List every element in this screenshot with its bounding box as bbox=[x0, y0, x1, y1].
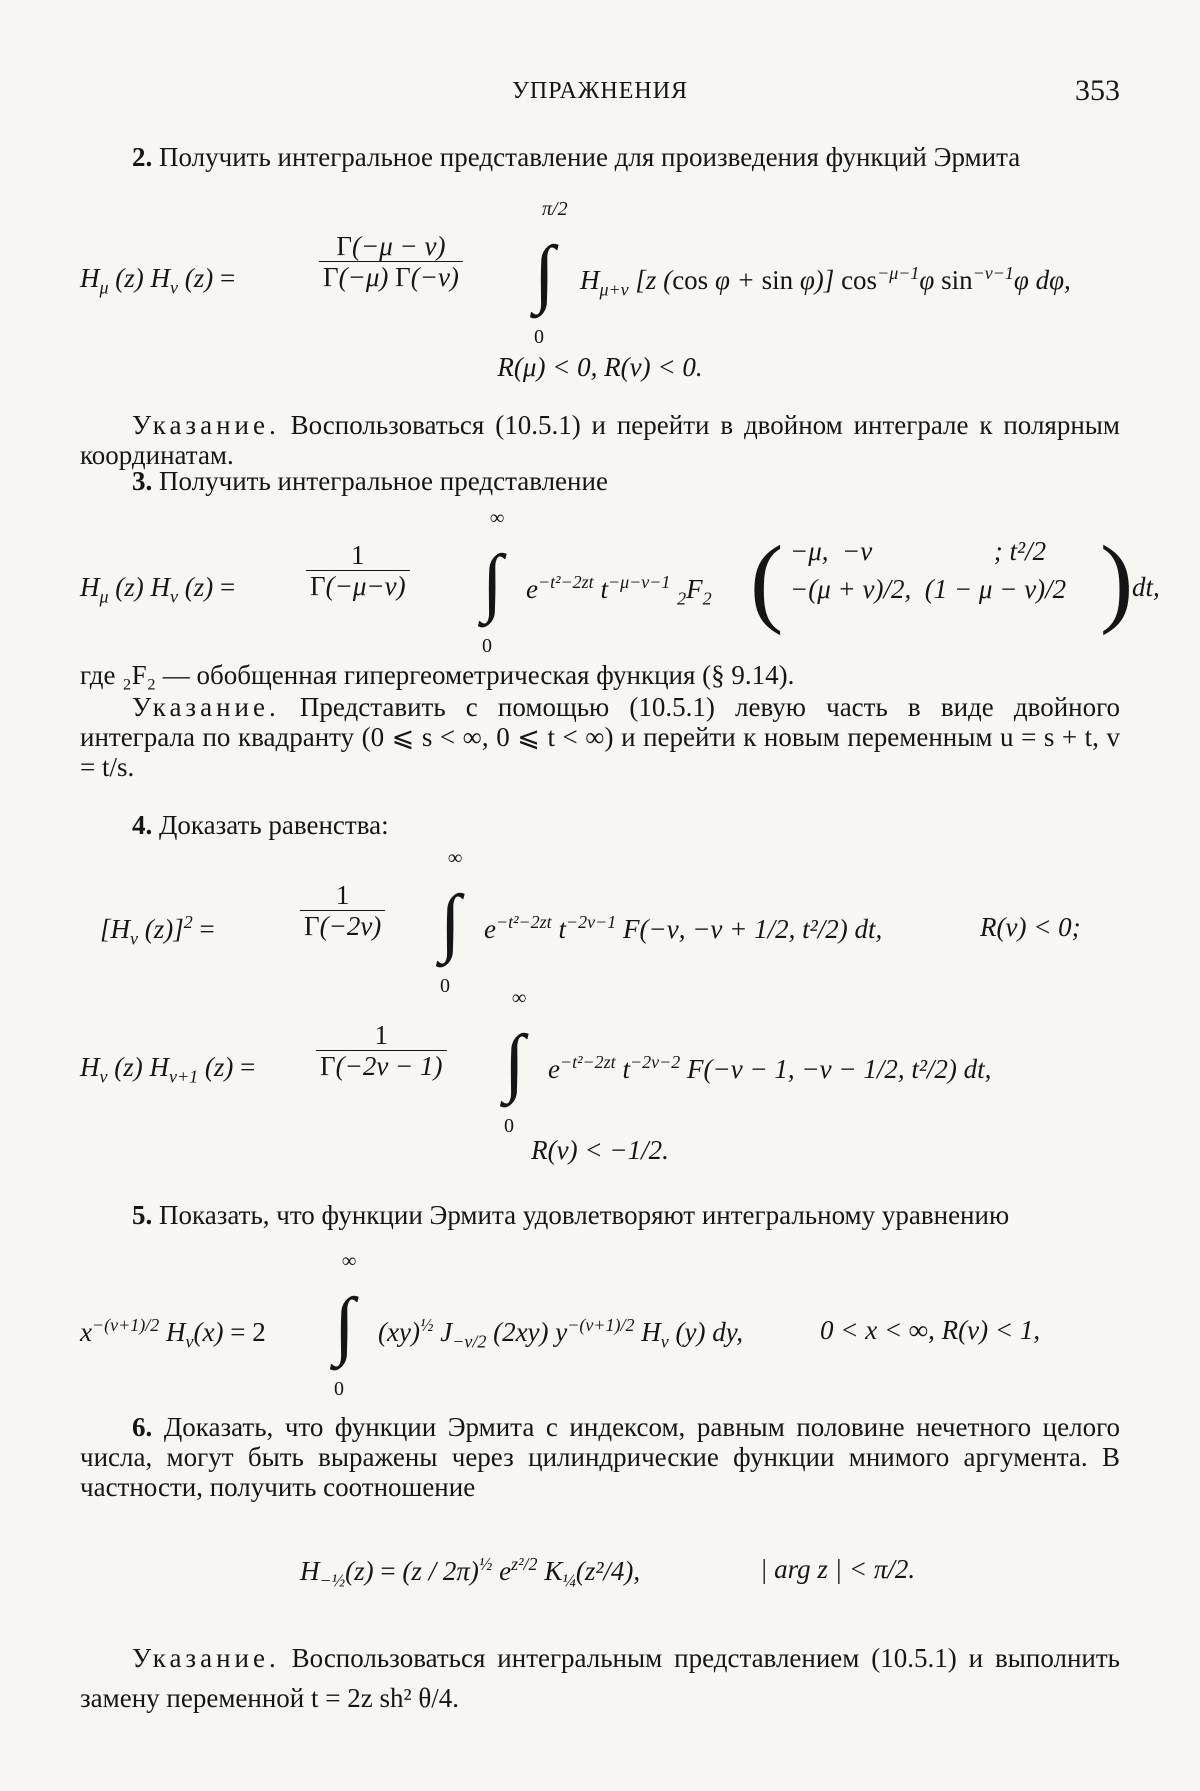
hint-label: Указание. bbox=[132, 410, 280, 440]
exercise-6-number: 6. bbox=[132, 1412, 153, 1442]
hint-label: Указание. bbox=[132, 1643, 280, 1673]
exercise-2-text: Получить интегральное представление для произведения функций Эрмита bbox=[159, 142, 1021, 172]
exercise-5-text: Показать, что функции Эрмита удовлетворяют интегральному уравнению bbox=[159, 1200, 1010, 1230]
hint-ex3 bbox=[80, 692, 1120, 782]
page-number: 353 bbox=[1075, 74, 1120, 107]
exercise-2-number: 2. bbox=[132, 142, 153, 172]
formula-ex4b: $H_\nu$ (z) $H_{\nu+1}$ (z) = $\frac{1}{\Gamma(-2\nu - 1)}$ ∫ ∞ 0 $e^{-t^2-2zt}$ $t^{-2\nu-2}$ F(−ν − 1, −ν − 1/2, t²/2) dt, bbox=[80, 987, 992, 1137]
exercise-6-statement bbox=[80, 1412, 1120, 1502]
exercise-4-statement bbox=[80, 810, 1120, 840]
exercise-3-statement bbox=[80, 466, 1120, 496]
formula-ex6: $H_{-\frac{1}{2}}(z) = (z / 2\pi)^{\frac{1}{2}}$ $e^{z^2/2}$ $K_{\frac{1}{4}}(z^2/4)$, | arg z | < π/2. bbox=[300, 1554, 916, 1591]
page-header bbox=[0, 74, 1200, 114]
condition-ex2: R(μ) < 0, R(ν) < 0. bbox=[497, 352, 703, 382]
hint-ex2 bbox=[80, 410, 1120, 470]
exercise-6-text: Доказать, что функции Эрмита с индексом, равным половине нечетного целого числа, могут быть выражены через цилиндрические функции мнимого аргумента. В частности, получить соотношение bbox=[80, 1412, 1120, 1502]
exercise-4-text: Доказать равенства: bbox=[159, 810, 389, 840]
formula-ex4a: [$H_\nu$ (z)]$^2$ = $\frac{1}{\Gamma(-2\nu)}$ ∫ ∞ 0 $e^{-t^2-2zt}$ $t^{-2\nu-1}$ F(−ν, −ν + 1/2, t²/2) dt, R(ν) < 0; bbox=[100, 847, 1081, 997]
formula-ex3: $H_\mu$ (z) $H_\nu$ (z) = $\frac{1}{\Gamma(-\mu-\nu)}$ ∫ ∞ 0 $e^{-t^2-2zt}$ $t^{-\mu-\nu-1}$ $_2F_2$ ( −μ, −ν ; t²/2 −(μ + ν)/2, (1 − μ − ν)/2 ) dt, bbox=[80, 507, 1160, 657]
hint-text: Воспользоваться интегральным представлением (10.5.1) и выполнить замену переменной t = 2z sh² θ/4. bbox=[80, 1643, 1120, 1713]
exercise-3-number: 3. bbox=[132, 466, 153, 496]
hint-label: Указание. bbox=[132, 692, 280, 722]
formula-ex2: $H_\mu$ (z) $H_\nu$ (z) = $\frac{\Gamma(-\mu - \nu)}{\Gamma(-\mu) \Gamma(-\nu)}$ ∫ π/2 0 $H_{\mu+\nu}$ [z (cos φ + sin φ)] $\cos^{-\mu-1}\varphi$ $\sin^{-\nu-1}\varphi$ dφ, bbox=[80, 198, 1071, 348]
formula-ex5: $x^{-(\nu+1)/2}$ $H_\nu(x) = 2$ ∫ ∞ 0 (xy)$^{\frac{1}{2}}$ $J_{-\nu/2}$ (2xy) $y^{-(\nu+1)/2}$ $H_\nu$ (y) dy, 0 < x < ∞, R(ν) < 1, bbox=[80, 1250, 1041, 1400]
exercise-3-text: Получить интегральное представление bbox=[159, 466, 608, 496]
exercise-5-statement bbox=[80, 1200, 1120, 1230]
hint-ex6 bbox=[80, 1638, 1120, 1718]
note-ex3: где ₂F₂ — обобщенная гипергеометрическая функция (§ 9.14). bbox=[80, 660, 795, 690]
exercise-2-statement bbox=[80, 142, 1120, 172]
exercise-5-number: 5. bbox=[132, 1200, 153, 1230]
condition-ex4a: R(ν) < 0; bbox=[980, 912, 1081, 942]
condition-ex4b: R(ν) < −1/2. bbox=[531, 1135, 669, 1165]
running-head: УПРАЖНЕНИЯ bbox=[511, 78, 689, 104]
hint-text: Представить с помощью (10.5.1) левую часть в виде двойного интеграла по квадранту (0 ⩽ s < ∞, 0 ⩽ t < ∞) и перейти к новым переменным u = s + t, v = t/s. bbox=[80, 692, 1120, 782]
condition-ex5: 0 < x < ∞, R(ν) < 1, bbox=[820, 1315, 1041, 1345]
condition-ex6: | arg z | < π/2. bbox=[760, 1554, 916, 1584]
exercise-4-number: 4. bbox=[132, 810, 153, 840]
hint-text: Воспользоваться (10.5.1) и перейти в двойном интеграле к полярным координатам. bbox=[80, 410, 1121, 470]
